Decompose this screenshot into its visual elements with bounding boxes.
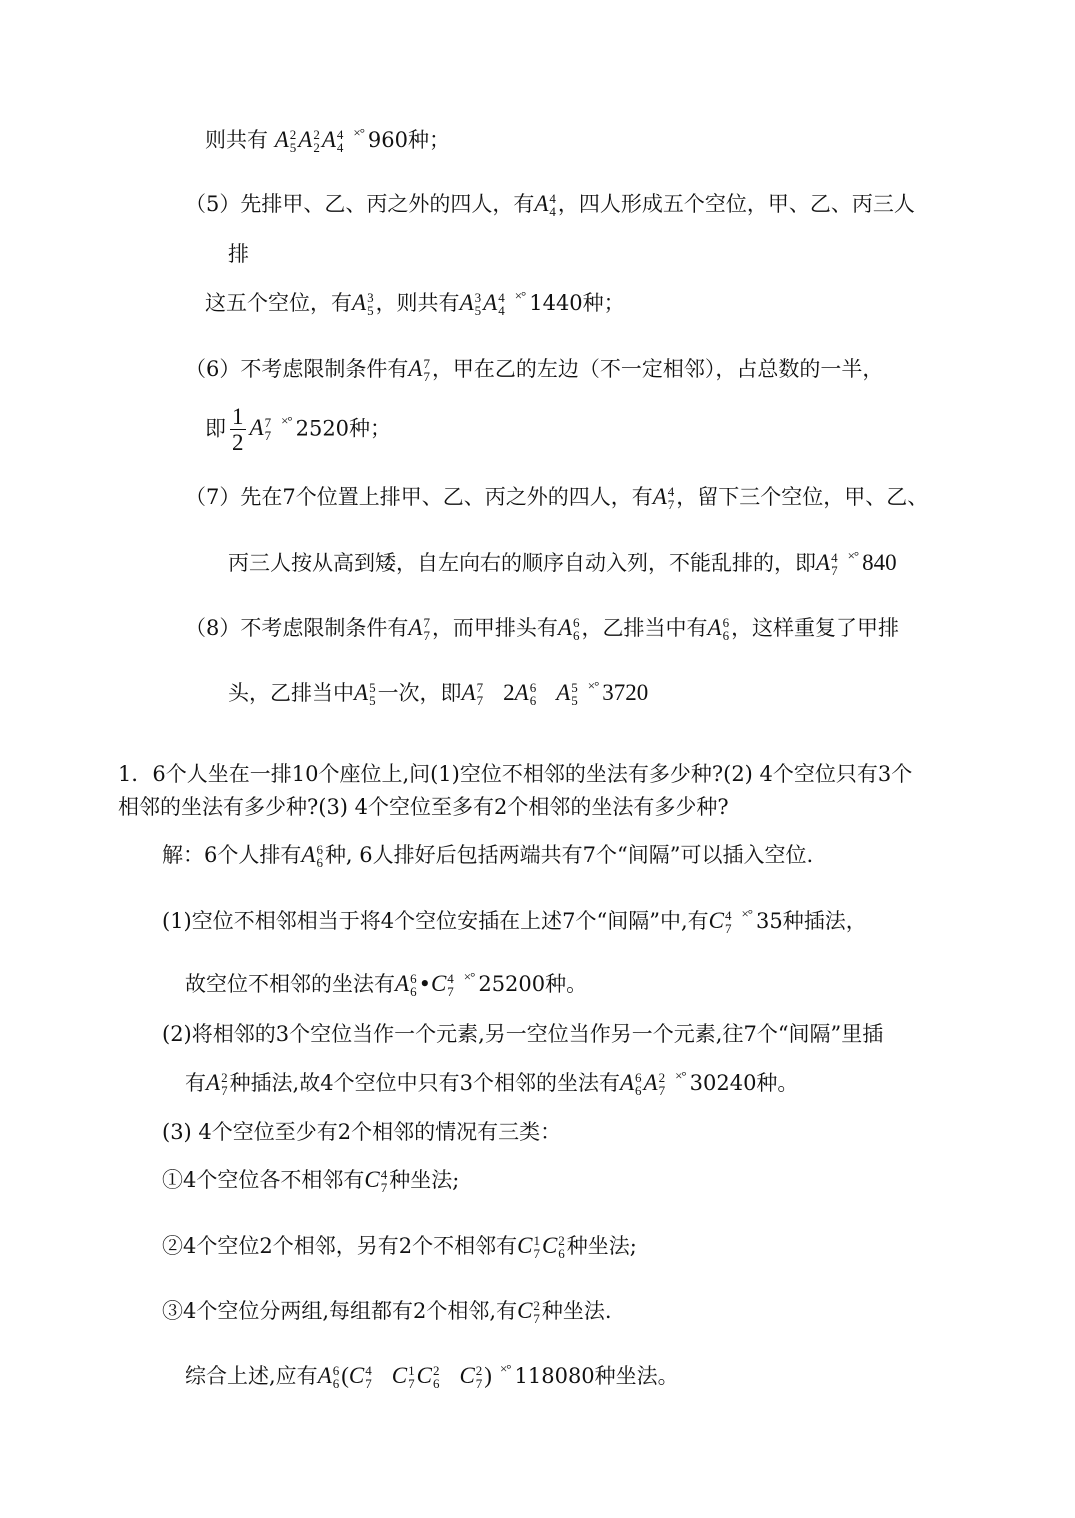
equals-glyph: ×° bbox=[281, 413, 292, 429]
math-A-4-4: A 4 4 bbox=[534, 191, 556, 219]
text: 种, 6人排好后包括两端共有7个“间隔”可以插入空位. bbox=[324, 843, 814, 867]
math-A-6-6: A 6 6 bbox=[707, 615, 730, 643]
question-1-line-2 bbox=[118, 797, 729, 818]
solution-line-5-cont bbox=[228, 244, 249, 265]
text: （7）先在7个位置上排甲、乙、丙之外的四人，有 bbox=[185, 485, 653, 509]
answer-line-7 bbox=[162, 1168, 459, 1194]
text: 解：6个人排有 bbox=[162, 843, 302, 867]
text: 2520种； bbox=[295, 416, 392, 441]
math-C-7-4: C 4 7 bbox=[430, 971, 454, 999]
math-A-7-7: A 7 7 bbox=[408, 615, 430, 643]
math-A-6-6: A 6 6 bbox=[619, 1070, 642, 1098]
text: 即 bbox=[205, 416, 226, 441]
math-A-6-6: A 6 6 bbox=[301, 842, 323, 870]
math-C-7-4: C 4 7 bbox=[364, 1167, 388, 1195]
text: ，而甲排头有 bbox=[431, 616, 558, 640]
math-A-7-7: A 7 7 bbox=[408, 356, 430, 384]
dot-operator: • bbox=[418, 972, 431, 996]
math-A-5-3: A 3 5 bbox=[459, 290, 482, 318]
equals-glyph: ×° bbox=[499, 1361, 511, 1376]
math-A-2-2: A 2 2 bbox=[298, 127, 320, 155]
text: 种插法,故4个空位中只有3个相邻的坐法有 bbox=[229, 1071, 620, 1095]
text: 30240种。 bbox=[689, 1071, 799, 1095]
answer-line-3 bbox=[185, 969, 588, 999]
text: 35种插法， bbox=[756, 909, 867, 933]
text: 丙三人按从高到矮，自左向右的顺序自动入列，不能乱排的，即 bbox=[228, 551, 816, 575]
math-A-7-2: A 2 7 bbox=[206, 1070, 228, 1098]
math-A-6-6: A 6 6 bbox=[317, 1363, 340, 1391]
text: 25200种。 bbox=[478, 972, 588, 996]
equals-glyph: ×° bbox=[514, 288, 526, 303]
math-A-6-6: A 6 6 bbox=[395, 971, 417, 999]
solution-line-6 bbox=[185, 357, 883, 383]
text: 种坐法; bbox=[389, 1168, 460, 1192]
question-1-line-1 bbox=[118, 764, 912, 785]
solution-line-8 bbox=[185, 616, 899, 642]
text: ①4个空位各不相邻有 bbox=[162, 1168, 365, 1192]
fraction-one-half: $\frac{1}{2}$ bbox=[232, 404, 244, 456]
math-A-5-3: A 3 5 bbox=[352, 290, 374, 318]
text: 1．6个人坐在一排10个座位上,问(1)空位不相邻的坐法有多少种?(2) 4个空位只有3个 bbox=[118, 762, 913, 786]
equals-glyph: ×° bbox=[463, 969, 475, 984]
text: 1440种； bbox=[529, 291, 625, 315]
answer-line-4 bbox=[162, 1024, 883, 1045]
math-A-7-2: A 2 7 bbox=[643, 1070, 666, 1098]
solution-line-7 bbox=[185, 485, 928, 511]
math-A-4-4: A 4 4 bbox=[483, 290, 505, 318]
text: (1)空位不相邻相当于将4个空位安插在上述7个“间隔”中,有 bbox=[162, 909, 709, 933]
text: 综合上述,应有 bbox=[185, 1364, 318, 1388]
text: ，这样重复了甲排 bbox=[731, 616, 900, 640]
math-C-7-4: C 4 7 bbox=[348, 1363, 372, 1391]
math-C-7-2: C 2 7 bbox=[517, 1298, 540, 1326]
text: ，四人形成五个空位，甲、乙、丙三人 bbox=[557, 192, 915, 216]
text: ，乙排当中有 bbox=[581, 616, 708, 640]
math-C-6-2: C 2 6 bbox=[416, 1363, 440, 1391]
right-paren: ) bbox=[484, 1363, 492, 1388]
equals-glyph: ×° bbox=[353, 125, 364, 140]
math-A-5-2: A 2 5 bbox=[274, 127, 297, 155]
text: 头，乙排当中 bbox=[228, 681, 354, 705]
text: 960种； bbox=[367, 128, 450, 152]
result-number: 3720 bbox=[602, 680, 649, 705]
text: 则共有 bbox=[205, 128, 268, 152]
text: 故空位不相邻的坐法有 bbox=[185, 972, 395, 996]
answer-line-1 bbox=[162, 843, 813, 869]
math-A-4-4: A 4 4 bbox=[321, 127, 344, 155]
equals-glyph: ×° bbox=[675, 1068, 686, 1083]
solution-line-8-result bbox=[228, 678, 649, 708]
answer-line-6 bbox=[162, 1122, 561, 1143]
equals-glyph: ×° bbox=[847, 548, 859, 563]
coefficient: 2 bbox=[503, 680, 515, 705]
solution-line-5 bbox=[185, 192, 915, 218]
text: （5）先排甲、乙、丙之外的四人，有 bbox=[185, 192, 535, 216]
math-A-7-4: A 4 7 bbox=[652, 484, 675, 512]
math-C-6-2: C 2 6 bbox=[541, 1233, 565, 1261]
answer-line-10 bbox=[185, 1361, 679, 1391]
math-A-7-7: A 7 7 bbox=[249, 415, 272, 444]
solution-line-6-result bbox=[205, 404, 391, 456]
solution-line-4-total bbox=[205, 125, 450, 155]
math-A-5-5: A 5 5 bbox=[556, 680, 578, 708]
equals-glyph: ×° bbox=[741, 906, 752, 921]
text: 种坐法; bbox=[566, 1234, 637, 1258]
text: 这五个空位，有 bbox=[205, 291, 352, 315]
math-C-7-4: C 4 7 bbox=[708, 908, 732, 936]
math-C-7-1: C 1 7 bbox=[391, 1363, 415, 1391]
text: ②4个空位2个相邻，另有2个不相邻有 bbox=[162, 1234, 518, 1258]
math-A-5-5: A 5 5 bbox=[354, 680, 376, 708]
math-C-7-1: C 1 7 bbox=[517, 1233, 540, 1261]
text: ，甲在乙的左边（不一定相邻），占总数的一半， bbox=[431, 357, 884, 381]
answer-line-5 bbox=[185, 1068, 799, 1098]
answer-line-9 bbox=[162, 1299, 612, 1325]
equals-glyph: ×° bbox=[587, 678, 599, 693]
text: (2)将相邻的3个空位当作一个元素,另一空位当作另一个元素,往7个“间隔”里插 bbox=[162, 1022, 884, 1046]
text: 相邻的坐法有多少种?(3) 4个空位至多有2个相邻的坐法有多少种? bbox=[118, 795, 729, 819]
math-C-7-2: C 2 7 bbox=[459, 1363, 483, 1391]
answer-line-2 bbox=[162, 906, 867, 936]
text: ③4个空位分两组,每组都有2个相邻,有 bbox=[162, 1299, 518, 1323]
text: ，则共有 bbox=[375, 291, 460, 315]
math-A-7-7: A 7 7 bbox=[461, 680, 484, 708]
text: （8）不考虑限制条件有 bbox=[185, 616, 409, 640]
solution-line-7-result bbox=[228, 548, 897, 578]
text: 种坐法. bbox=[541, 1299, 612, 1323]
text: (3) 4个空位至少有2个相邻的情况有三类： bbox=[162, 1120, 562, 1144]
math-A-6-6: A 6 6 bbox=[514, 680, 537, 708]
answer-line-8 bbox=[162, 1234, 637, 1260]
text: 排 bbox=[228, 242, 249, 266]
math-A-6-6: A 6 6 bbox=[557, 615, 580, 643]
text: 有 bbox=[185, 1071, 206, 1095]
text: 一次，即 bbox=[377, 681, 462, 705]
math-A-7-4: A 4 7 bbox=[816, 550, 838, 578]
text: （6）不考虑限制条件有 bbox=[185, 357, 409, 381]
solution-line-5-result bbox=[205, 288, 625, 318]
text: ，留下三个空位，甲、乙、 bbox=[676, 485, 929, 509]
result-number: 840 bbox=[862, 550, 897, 575]
text: 118080种坐法。 bbox=[514, 1364, 679, 1388]
left-paren: ( bbox=[341, 1363, 349, 1388]
